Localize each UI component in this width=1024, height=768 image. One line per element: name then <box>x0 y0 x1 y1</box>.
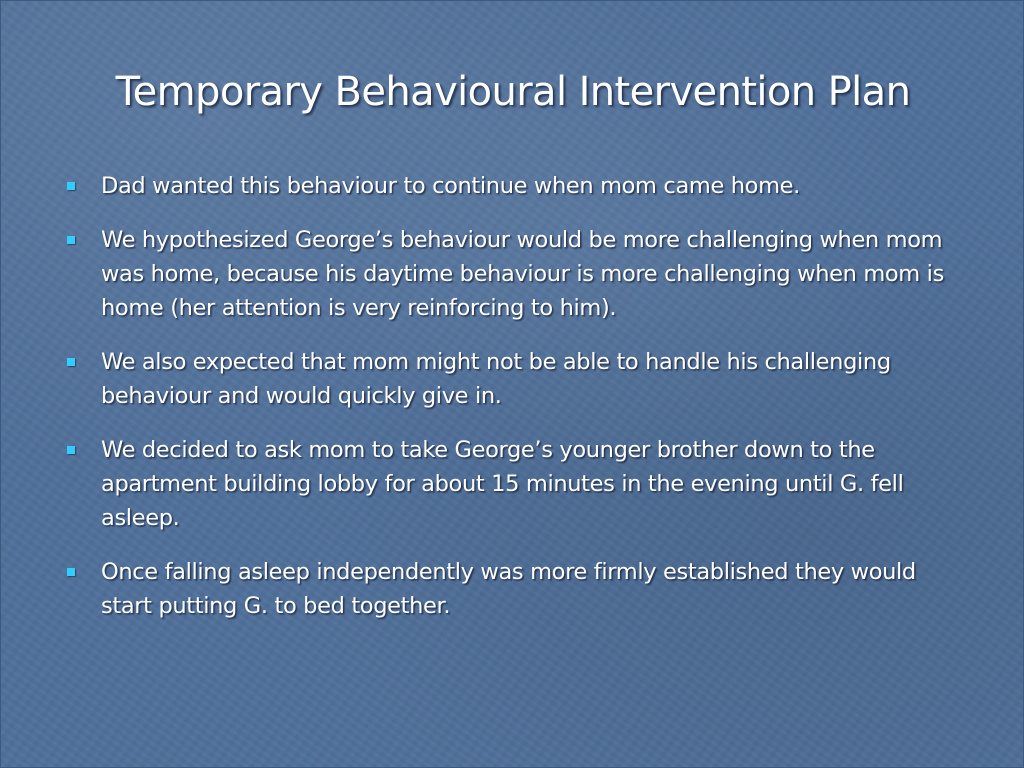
bullet-text: We hypothesized George’s behaviour would be more challenging when mom was home, because his daytime behaviour is more challenging when mom is home (her attention is very reinforcing to him). <box>101 227 944 321</box>
square-bullet-icon <box>67 446 75 454</box>
square-bullet-icon <box>67 568 75 576</box>
bullet-item <box>61 433 961 535</box>
bullet-item <box>61 223 961 325</box>
bullet-item <box>61 555 961 623</box>
bullet-list <box>61 169 961 643</box>
bullet-text: We also expected that mom might not be able to handle his challenging behaviour and would quickly give in. <box>101 349 891 409</box>
square-bullet-icon <box>67 236 75 244</box>
bullet-item <box>61 169 961 203</box>
bullet-text: We decided to ask mom to take George’s younger brother down to the apartment building lobby for about 15 minutes in the evening until G. fell asleep. <box>101 437 904 531</box>
bullet-item <box>61 345 961 413</box>
slide-title: Temporary Behavioural Intervention Plan <box>115 69 911 115</box>
bullet-text: Dad wanted this behaviour to continue when mom came home. <box>101 173 800 199</box>
bullet-text: Once falling asleep independently was more firmly established they would start putting G. to bed together. <box>101 559 916 619</box>
square-bullet-icon <box>67 182 75 190</box>
square-bullet-icon <box>67 358 75 366</box>
